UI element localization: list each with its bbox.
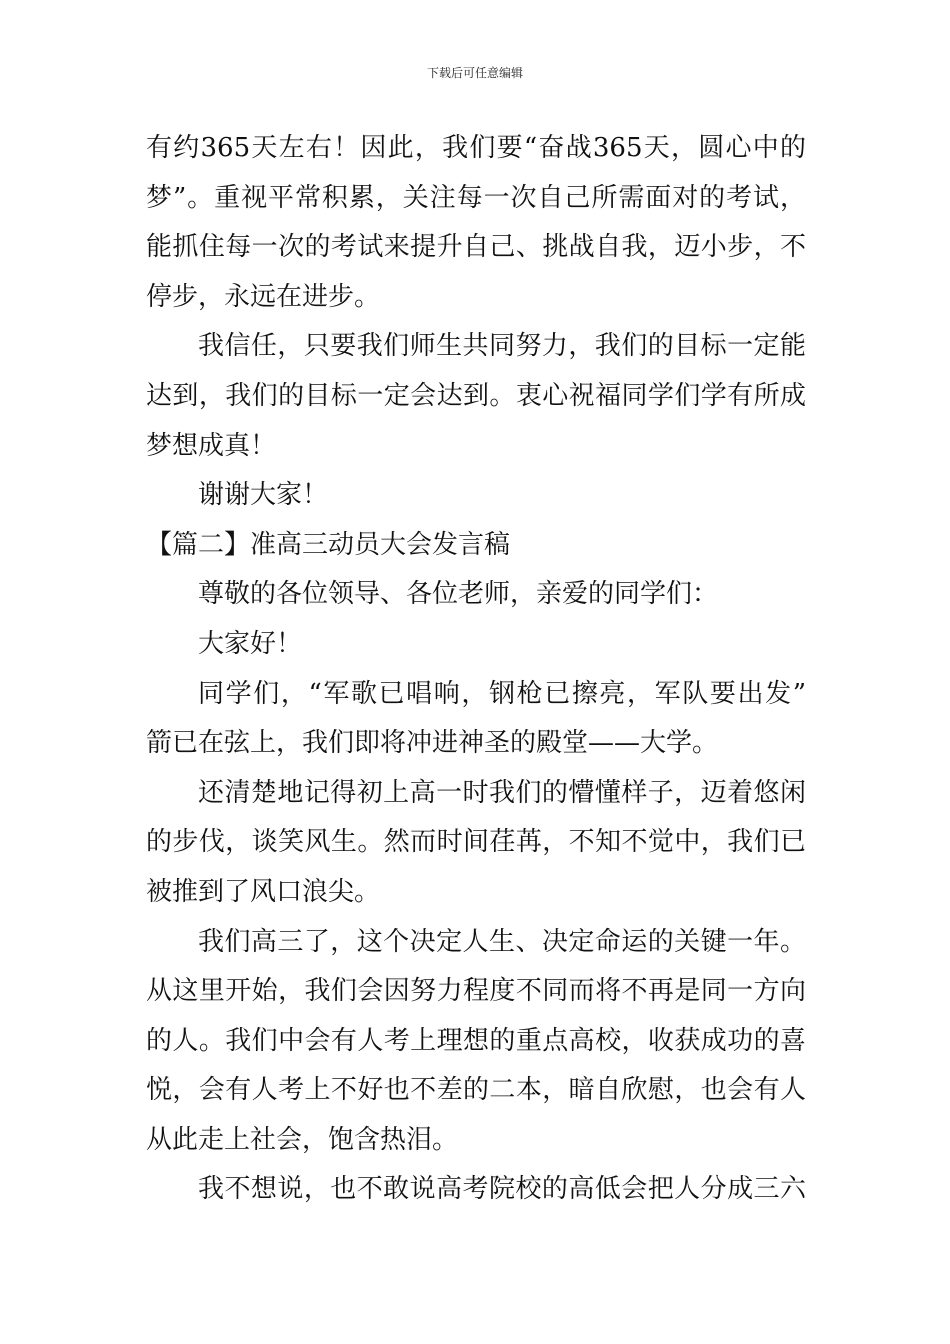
text-line: 被推到了风口浪尖。 (146, 876, 381, 907)
text-line: 【篇二】准高三动员大会发言稿 (146, 529, 511, 560)
text-line: 的人。我们中会有人考上理想的重点高校，收获成功的喜 (146, 1025, 806, 1056)
text-line: 停步，永远在进步。 (146, 281, 381, 312)
document-body (146, 124, 806, 1215)
page-header: 下载后可任意编辑 (426, 66, 523, 80)
text-line: 谢谢大家！ (198, 480, 329, 511)
text-line: 梦”。重视平常积累，关注每一次自己所需面对的考试， (146, 182, 806, 213)
text-line: 大家好！ (198, 628, 303, 659)
text-line: 能抓住每一次的考试来提升自己、挑战自我，迈小步，不 (146, 232, 806, 263)
text-line: 有约365天左右！因此，我们要“奋战365天，圆心中的 (146, 133, 806, 163)
text-line: 我不想说，也不敢说高考院校的高低会把人分成三六 (198, 1174, 806, 1205)
text-line: 从这里开始，我们会因努力程度不同而将不再是同一方向 (146, 976, 806, 1007)
text-line: 从此走上社会，饱含热泪。 (146, 1124, 459, 1155)
text-line: 还清楚地记得初上高一时我们的懵懂样子，迈着悠闲 (198, 777, 806, 808)
text-line: 我们高三了，这个决定人生、决定命运的关键一年。 (198, 926, 806, 957)
text-line: 的步伐，谈笑风生。然而时间荏苒，不知不觉中，我们已 (146, 827, 806, 858)
text-line: 我信任，只要我们师生共同努力，我们的目标一定能 (198, 331, 806, 362)
text-line: 箭已在弦上，我们即将冲进神圣的殿堂——大学。 (146, 728, 719, 759)
text-line: 悦，会有人考上不好也不差的二本，暗自欣慰，也会有人 (146, 1075, 806, 1106)
text-line: 达到，我们的目标一定会达到。衷心祝福同学们学有所成 (146, 380, 806, 411)
text-line: 梦想成真！ (146, 430, 277, 461)
text-line: 尊敬的各位领导、各位老师，亲爱的同学们： (198, 579, 719, 610)
text-line: 同学们，“军歌已唱响，钢枪已擦亮，军队要出发” (198, 678, 806, 709)
